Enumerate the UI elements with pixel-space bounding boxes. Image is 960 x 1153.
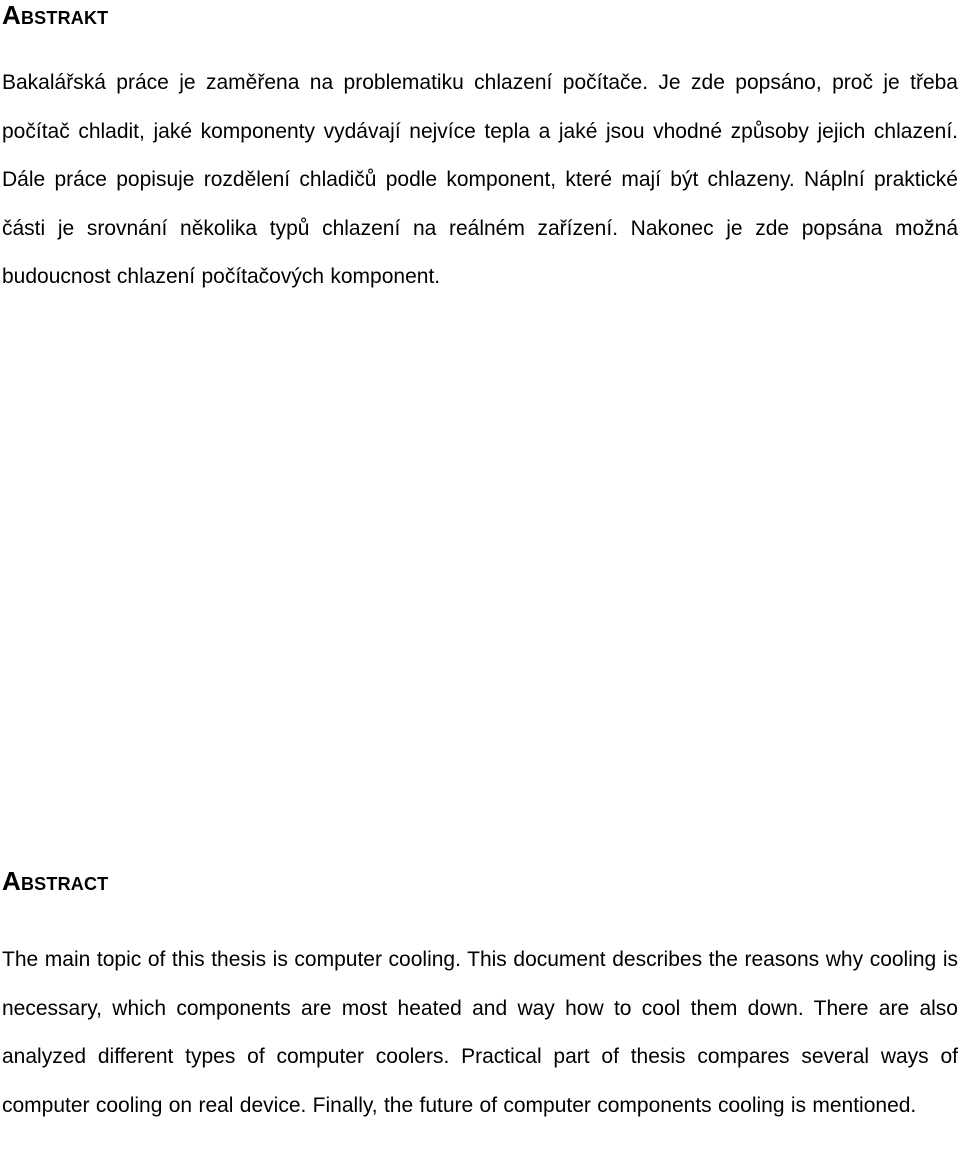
abstract-english-heading: Abstract <box>2 866 109 896</box>
abstract-english-paragraph: The main topic of this thesis is computer cooling. This document describes the reasons why cooling is necessary, which components are most heated and way how to cool them down. There are also analyzed different types of computer coolers. Practical part of thesis compares several ways of computer cooling on real device. Finally, the future of computer components cooling is mentioned. <box>2 948 958 1117</box>
abstract-czech-section <box>2 0 958 302</box>
abstract-czech-paragraph: Bakalářská práce je zaměřena na problematiku chlazení počítače. Je zde popsáno, proč je třeba počítač chladit, jaké komponenty vydávají nejvíce tepla a jaké jsou vhodné způsoby jejich chlazení. Dále práce popisuje rozdělení chladičů podle komponent, které mají být chlazeny. Náplní praktické části je srovnání několika typů chlazení na reálném zařízení. Nakonec je zde popsána možná budoucnost chlazení počítačových komponent. <box>2 71 958 288</box>
abstract-czech-heading: Abstrakt <box>2 0 109 30</box>
abstract-english-section <box>2 866 958 1130</box>
